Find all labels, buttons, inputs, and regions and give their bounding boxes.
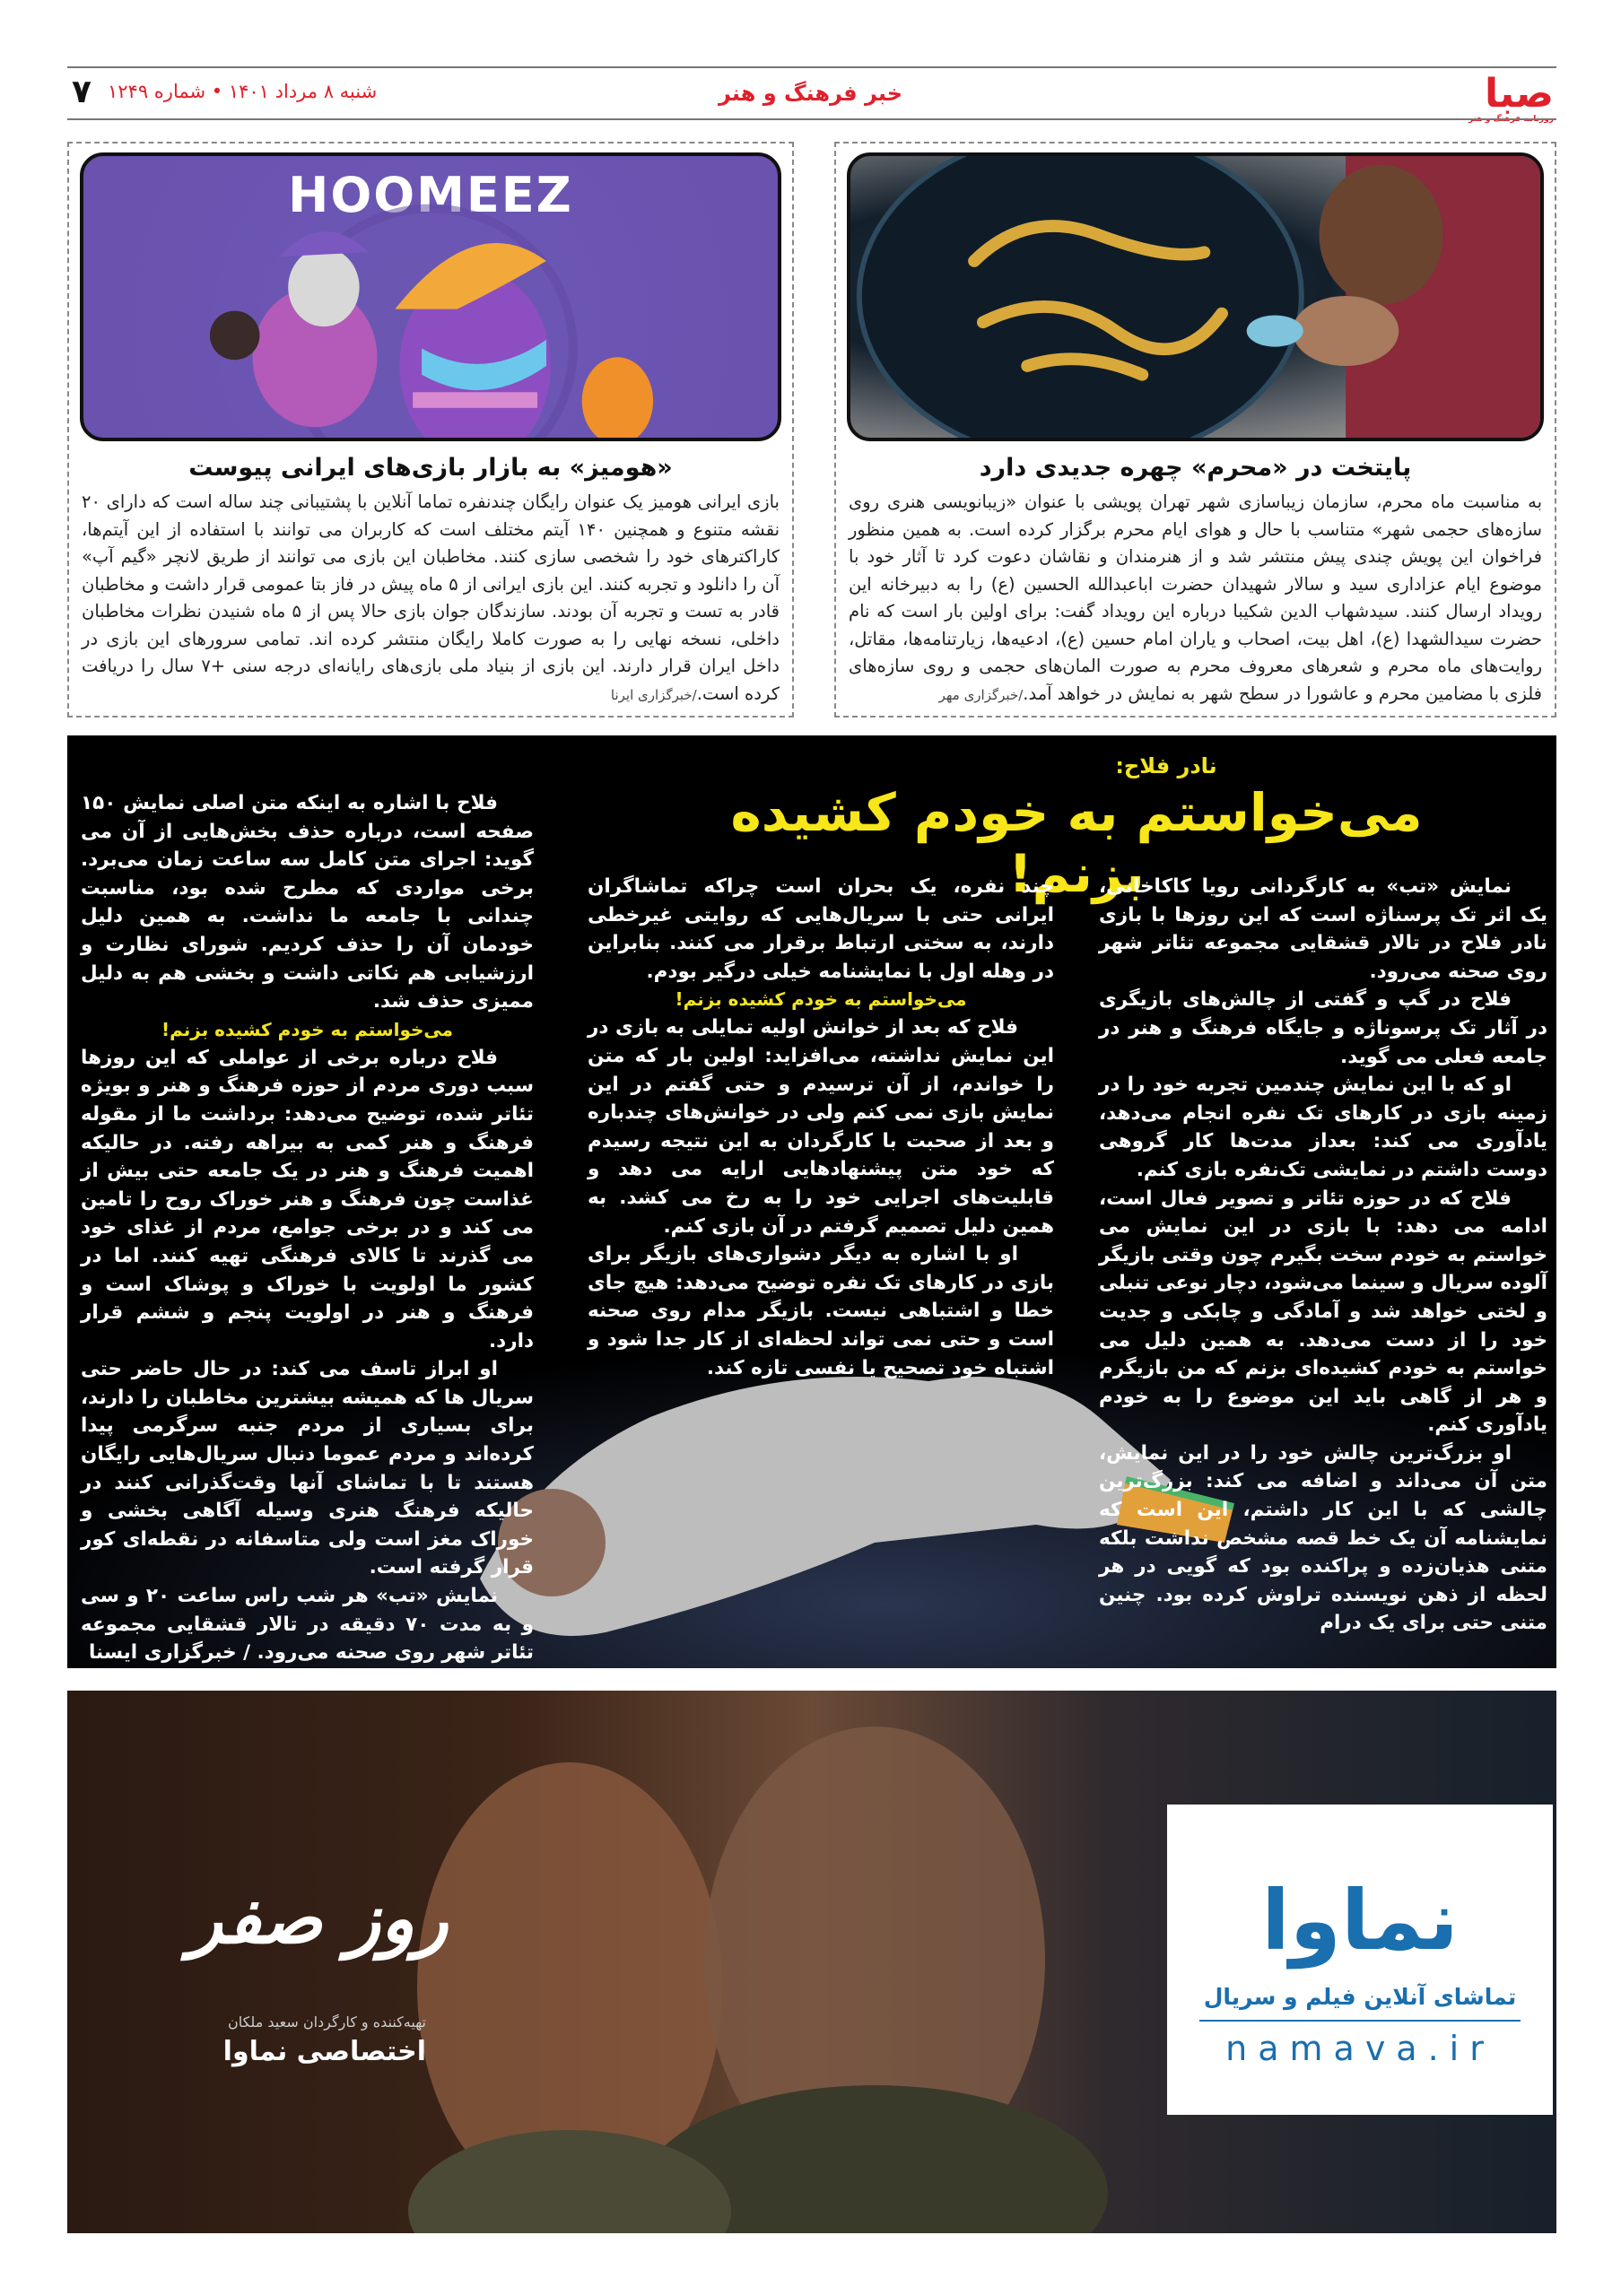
calligraphy-art: [850, 156, 1540, 438]
subheading: می‌خواستم به خودم کشیده بزنم!: [675, 988, 967, 1011]
interview-section: [67, 735, 1556, 1668]
article-muharram: [834, 142, 1556, 718]
namava-logo: نماوا: [1261, 1873, 1459, 1969]
article-hoomeez: [67, 142, 794, 718]
namava-tagline: تماشای آنلاین فیلم و سریال: [1203, 1984, 1517, 2010]
header-top-rule: [67, 66, 1556, 68]
paragraph: نمایش «تب» به کارگردانی رویا کاکاخانی، یک اثر تک پرسناژه است که این روزها با بازی نادر فلاح در تالار قشقایی مجموعه تئاتر شهر روی صحنه می‌رود.: [1099, 875, 1547, 983]
paragraph: فلاح که در حوزه تئاتر و تصویر فعال است، ادامه می دهد: با بازی در این نمایش می خواستم به خودم سخت بگیرم چون وقتی بازیگر آلوده سریال و سینما می‌شود، دچار نوعی تنبلی و لختی خواهد شد و آمادگی و چابکی و جدیت خود را از دست می‌دهد. به همین دلیل می خواستم به خودم کشیده‌ای بزنم که من بازیگرم و هر از گاهی باید این موضوع را به خودم یادآوری کنم.: [1099, 1187, 1547, 1437]
paragraph: فلاح با اشاره به اینکه متن اصلی نمایش ۱۵۰ صفحه است، درباره حذف بخش‌هایی از آن می گوید: اجرای متن کامل سه ساعت زمان می‌برد. برخی مواردی که مطرح شده بود، مناسبت چندانی با جامعه ما نداشت. به همین دلیل خودمان آن را حذف کردیم. شورای نظارت و ارزشیابی هم نکاتی داشت و بخشی هم به دلیل ممیزی حذف شد.: [81, 792, 534, 1013]
interview-headline: می‌خواستم به خودم کشیده بزنم!: [730, 782, 1423, 904]
calligraphy-photo: [847, 152, 1544, 441]
paragraph: فلاح در گپ و گفتی از چالش‌های بازیگری در آثار تک پرسوناژه و جایگاه فرهنگ و هنر در جامعه فعلی می گوید.: [1099, 988, 1547, 1068]
interview-kicker: نادر فلاح:: [1115, 753, 1217, 778]
interview-column-1: [1099, 873, 1547, 1638]
hoomeez-game-image: [80, 152, 781, 441]
paragraph: فلاح که بعد از خوانش اولیه تمایلی به بازی در این نمایش نداشته، می‌افزاید: اولین بار که متن را خواندم، از آن ترسیدم و حتی گفتم در این نمایش بازی نمی کنم ولی در خوانش‌های چندباره و بعد از صحبت با کارگردان به این نتیجه رسیدم که خود متن پیشنهادهایی ارایه می دهد و قابلیت‌های اجرایی خود را به رخ می کشد. به همین دلیل تصمیم گرفتم در آن بازی کنم.: [588, 1016, 1054, 1238]
namava-url[interactable]: namava.ir: [1225, 2029, 1495, 2068]
namava-advertisement[interactable]: [67, 1691, 1556, 2233]
paragraph: فلاح درباره برخی از عواملی که این روزها سبب دوری مردم از حوزه فرهنگ و هنر و بویژه تئاتر شده، توضیح می‌دهد: برداشت ما از مقوله فرهنگ و هنر کمی به بیراهه رفته. در حالیکه اهمیت فرهنگ و هنر در یک جامعه حتی بیش از غذاست چون فرهنگ و هنر خوراک روح را تامین می کند و در برخی جوامع، مردم از غذای خود می گذرند تا کالای فرهنگی تهیه کنند. اما در کشور ما اولویت با خوراک و پوشاک است و فرهنگ و هنر در اولویت پنجم و ششم قرار دارد.: [81, 1046, 534, 1352]
article-title: پایتخت در «محرم» چهره جدیدی دارد: [979, 454, 1412, 482]
dateline: شنبه ۸ مرداد ۱۴۰۱ • شماره ۱۲۴۹: [108, 81, 378, 102]
interview-column-2: [588, 873, 1054, 1382]
film-credit: تهیه‌کننده و کارگردان سعید ملکان: [227, 2013, 426, 2031]
paragraph: او ابراز تاسف می کند: در حال حاضر حتی سریال ها که همیشه بیشترین مخاطبان را دارند، برای بسیاری از مردم جنبه سرگرمی پیدا کرده‌اند و مردم عموما دنبال سریال‌هایی رایگان هستند تا با تماشای آنها وقت‌گذرانی کنند در حالیکه فرهنگ هنری وسیله آگاهی بخشی و خوراک مغز است ولی متاسفانه در نقطه‌ای کور قرار گرفته است.: [81, 1358, 534, 1579]
article-title: «هومیز» به بازار بازی‌های ایرانی پیوست: [188, 454, 673, 482]
film-title-logo: روز صفر: [188, 1879, 449, 1960]
game-characters: [83, 156, 778, 438]
header-bottom-rule: [67, 118, 1556, 120]
exclusive-label: اختصاصی نماوا: [222, 2036, 426, 2067]
paragraph: او با اشاره به دیگر دشواری‌های بازیگر برای بازی در کارهای تک نفره توضیح می‌دهد: هیچ جای خطا و اشتباهی نیست. بازیگر مدام روی صحنه است و حتی نمی تواند لحظه‌ای از کار جدا شود و اشتباه خود تصحیح یا نفسی تازه کند.: [588, 1243, 1054, 1379]
hoomeez-logo: HOOMEEZ: [288, 167, 573, 223]
paragraph: او که با این نمایش چندمین تجربه خود را در زمینه بازی در کارهای تک نفره انجام می‌دهد، یادآوری می کند: بعداز مدت‌ها کار گروهی دوست داشتم در نمایشی تک‌نفره بازی کنم.: [1099, 1074, 1547, 1181]
paragraph: چند نفره، یک بحران است چراکه تماشاگران ایرانی حتی با سریال‌هایی که روایتی غیرخطی دارند، به سختی ارتباط برقرار می کنند. بنابراین در وهله اول با نمایشنامه خیلی درگیر بودم.: [588, 875, 1054, 983]
divider: [1199, 2020, 1521, 2022]
paragraph: او بزرگ‌ترین چالش خود را در این نمایش، متن آن می‌داند و اضافه می کند: بزرگ‌ترین چالشی که با این کار داشتم، این است که نمایشنامه آن یک خط قصه مشخص نداشت بلکه متنی هذیان‌زده و پراکنده بود که گویی در هر لحظه از ذهن نویسنده تراوش کرده بود. چنین متنی حتی برای یک درام: [1099, 1441, 1547, 1635]
section-title: خبر فرهنگ و هنر: [718, 81, 903, 106]
page-number: ۷: [72, 74, 92, 110]
subheading: می‌خواستم به خودم کشیده بزنم!: [161, 1018, 454, 1040]
interview-column-3: [81, 789, 534, 1667]
paragraph: نمایش «تب» هر شب راس ساعت ۲۰ و سی و به مدت ۷۰ دقیقه در تالار قشقایی مجموعه تئاتر شهر روی صحنه می‌رود. / خبرگزاری ایسنا: [81, 1585, 534, 1665]
article-body: به مناسبت ماه محرم، سازمان زیباسازی شهر تهران پویشی با عنوان «زیبانویسی هنری روی سازه‌های حجمی شهر» متناسب با حال و هوای ایام محرم برگزار کرده است. به همین منظور فراخوان این پویش چندی پیش منتشر شد و از هنرمندان و نقاشان دعوت کرد تا آثار خود با موضوع ایام عزاداری سید و سالار شهیدان حضرت اباعبدالله الحسین (ع) را به دبیرخانه این رویداد ارسال کنند. سیدشهاب الدین شکیبا درباره این رویداد گفت: برای اولین بار است که نام حضرت سیدالشهدا (ع)، اهل بیت، اصحاب و یاران امام حسین (ع)، ادعیه‌ها، زیارتنامه‌ها، مقاتل، روایت‌های ماه محرم و شعرهای معروف محرم به صورت المان‌های حجمی و روی سازه‌های فلزی با مضامین محرم و عاشورا در سطح شهر به نمایش در خواهد آمد./خبرگزاری مهر: [849, 491, 1542, 704]
newspaper-logo: صبا: [1485, 71, 1554, 117]
article-body: بازی ایرانی هومیز یک عنوان رایگان چندنفره تماما آنلاین با پشتیبانی چند ساله است که دارای ۲۰ نقشه متنوع و همچنین ۱۴۰ آیتم مختلف است که کاربران می توانند با استفاده از این آیتم‌ها، کاراکترهای خود را شخصی سازی کنند. مخاطبان این بازی می توانند از طریق لانچر «گیم آپ» آن را دانلود و تجربه کنند. این بازی ایرانی از ۵ ماه پیش در فاز بتا عمومی قرار داشت و مخاطبان قادر به تست و تجربه آن بودند. سازندگان جوان بازی حالا پس از ۵ ماه شنیدن نظرات مخاطبان داخلی، نسخه نهایی را به صورت کاملا رایگان منتشر کرده اند. تمامی سرورهای این بازی در داخل ایران قرار دارند. این بازی از بنیاد ملی بازی‌های رایانه‌ای درجه سنی +۷ سال را دریافت کرده است./خبرگزاری ایرنا: [82, 491, 780, 704]
namava-brand-panel: [1167, 1805, 1553, 2115]
